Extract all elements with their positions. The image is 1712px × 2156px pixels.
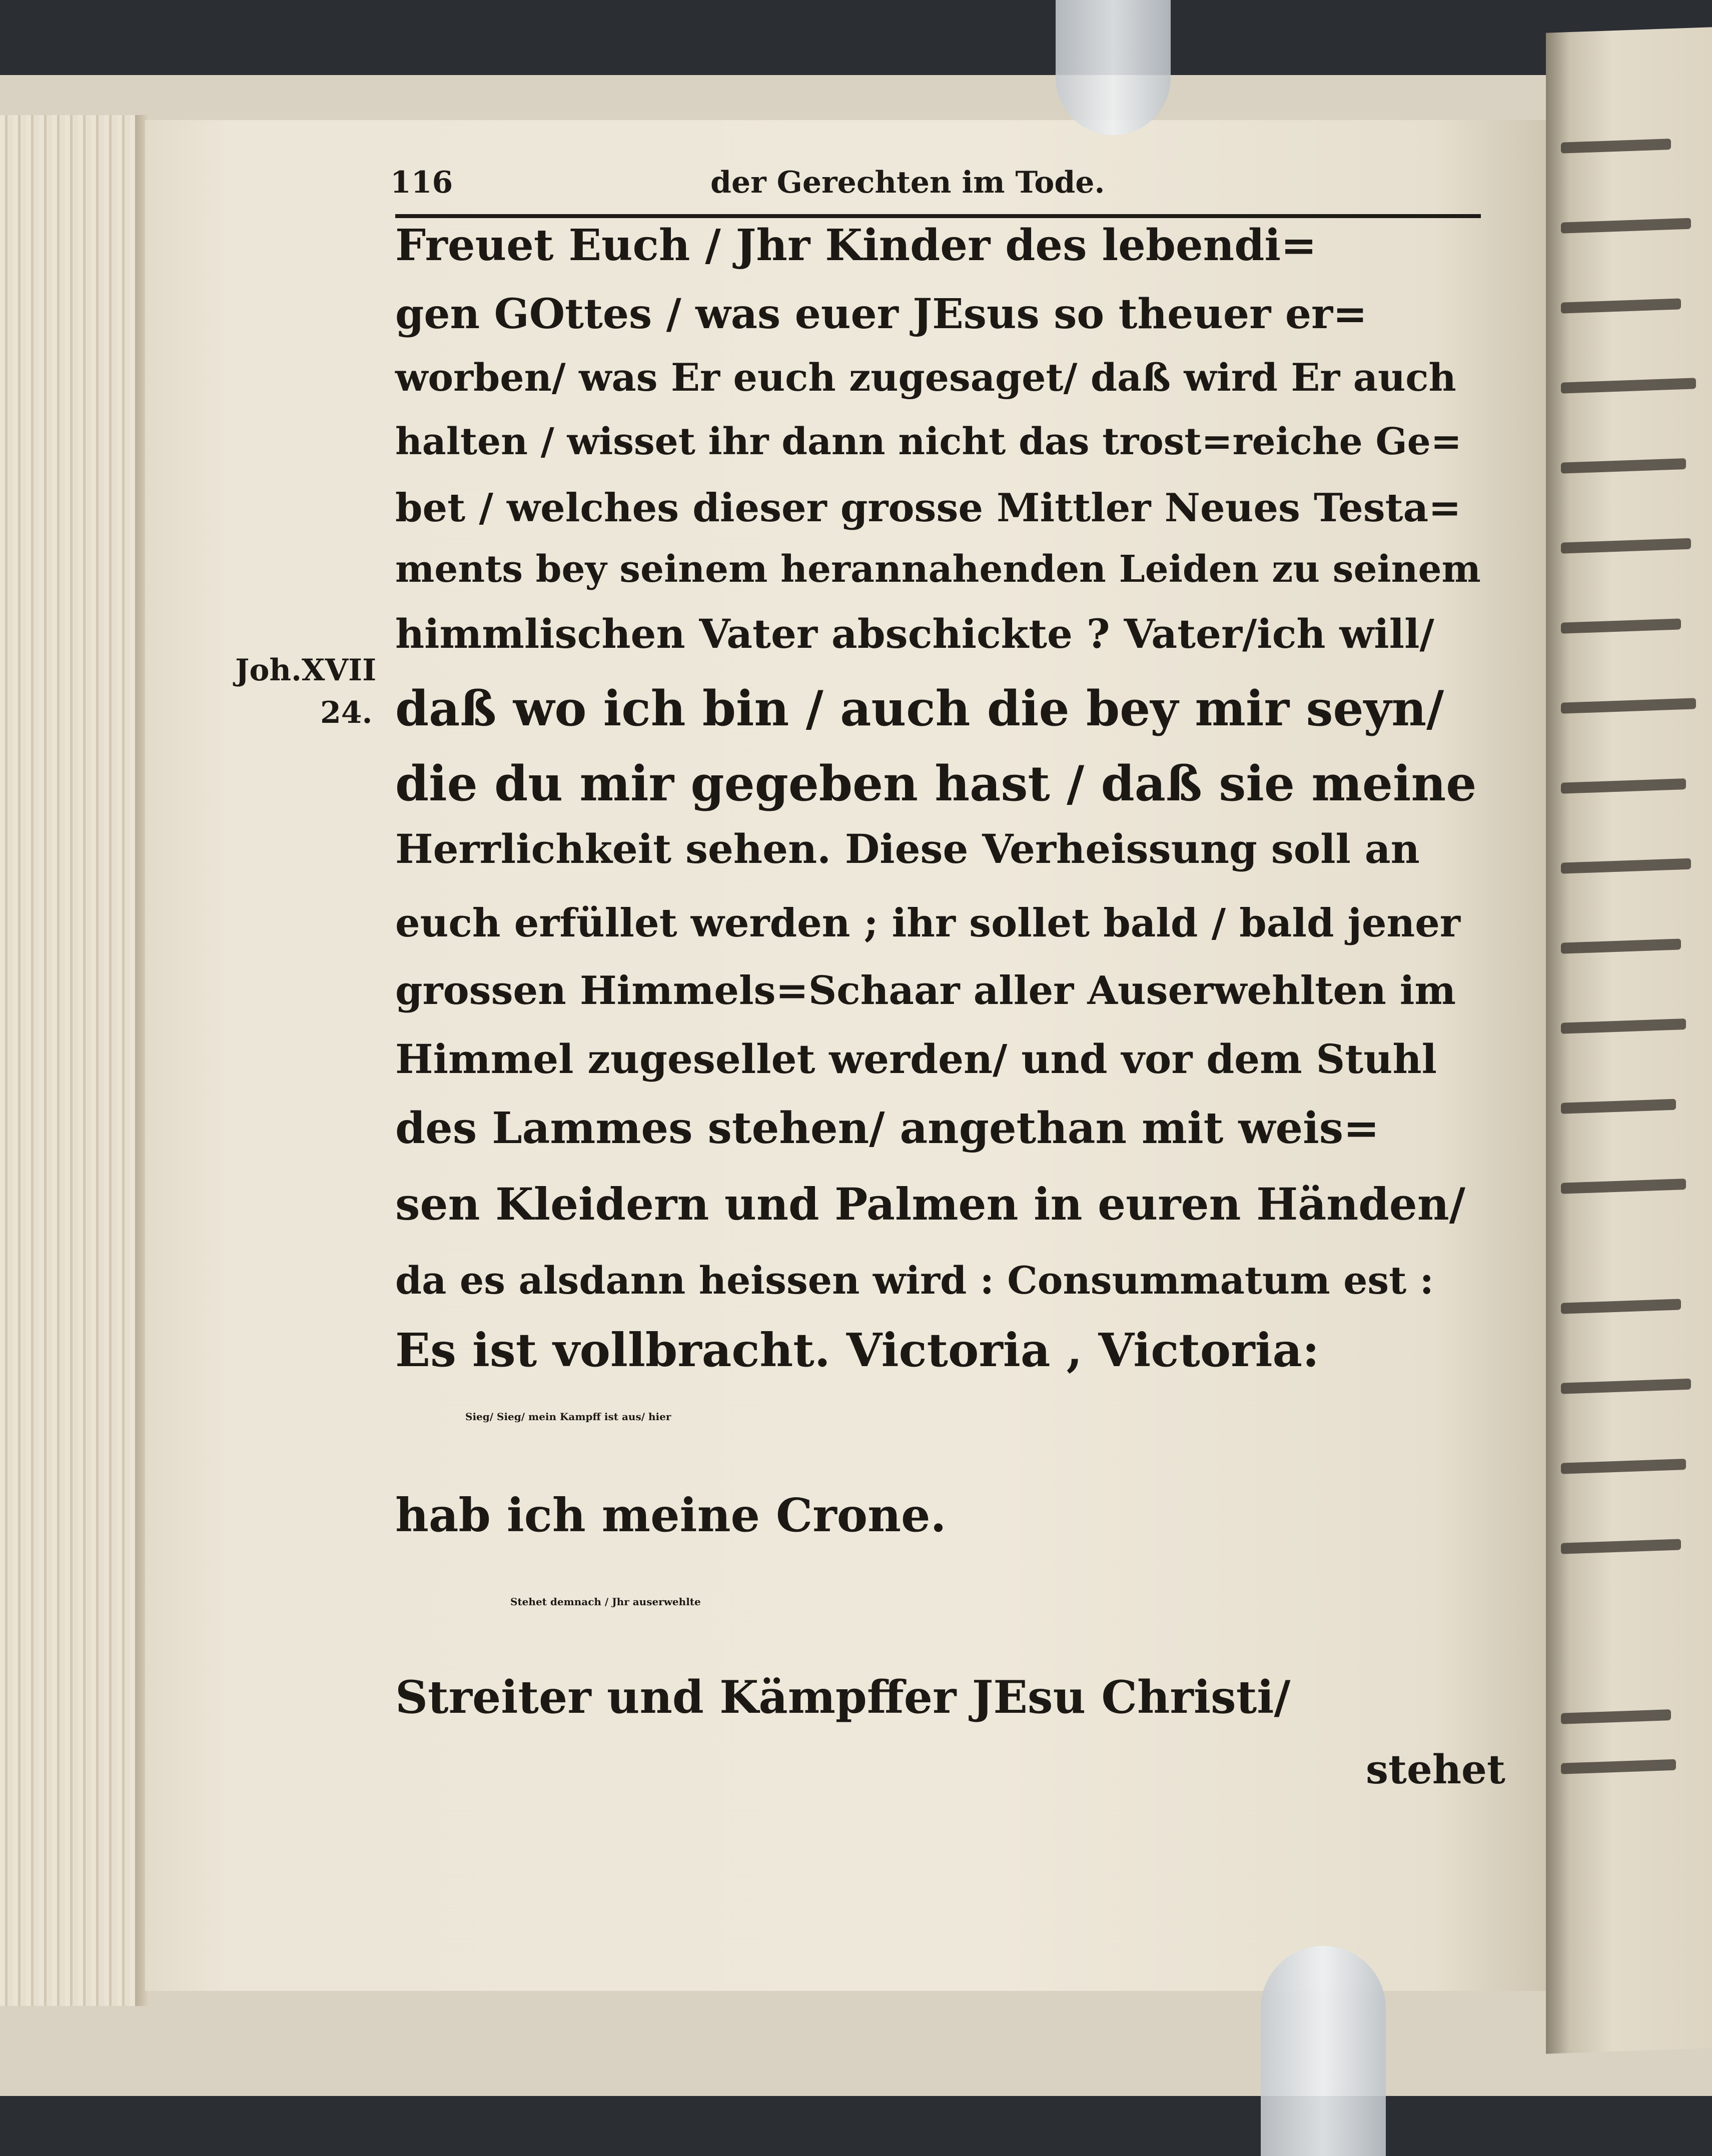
facing-page-text-line [1561, 1379, 1691, 1394]
text-line: euch erfüllet werden ; ihr sollet bald / bald jener [395, 900, 1460, 946]
text-line: Streiter und Kämpffer JEsu Christi/ [395, 1671, 1291, 1724]
page-header [390, 165, 1481, 213]
margin-reference-line: Joh.XVII [235, 653, 377, 688]
text-line: himmlischen Vater abschickte ? Vater/ich will/ [395, 610, 1434, 657]
text-line: bet / welches dieser grosse Mittler Neues Testa= [395, 485, 1461, 531]
header-rule [395, 214, 1481, 218]
catchword: stehet [1366, 1746, 1505, 1793]
left-page-edges [0, 115, 150, 2006]
text-line: Stehet demnach / Jhr auserwehlte [510, 1596, 701, 1608]
text-line: da es alsdann heissen wird : Consummatum est : [395, 1258, 1434, 1303]
facing-page-text-line [1561, 1539, 1681, 1554]
text-line: daß wo ich bin / auch die bey mir seyn/ [395, 680, 1444, 737]
facing-page-text-line [1561, 1018, 1686, 1034]
facing-page-text-line [1561, 538, 1691, 554]
facing-page-text-line [1561, 1759, 1676, 1774]
running-head: der Gerechten im Tode. [710, 165, 1105, 200]
facing-page-text-line [1561, 938, 1681, 953]
facing-page-text-line [1561, 218, 1691, 234]
text-line: halten / wisset ihr dann nicht das trost=reiche Ge= [395, 420, 1462, 463]
margin-reference-line: 24. [320, 695, 373, 730]
facing-page-text-line [1561, 618, 1681, 633]
facing-page-text-line [1561, 458, 1686, 474]
text-line: Himmel zugesellet werden/ und vor dem Stuhl [395, 1035, 1437, 1083]
facing-page-text-line [1561, 378, 1696, 393]
facing-page-text-line [1561, 1459, 1686, 1474]
facing-page-text-line [1561, 1709, 1671, 1724]
facing-page-text-line [1561, 1299, 1681, 1314]
text-line: hab ich meine Crone. [395, 1488, 947, 1542]
facing-page-fragment [1546, 27, 1712, 2054]
facing-page-text-line [1561, 1179, 1686, 1194]
text-line: des Lammes stehen/ angethan mit weis= [395, 1103, 1380, 1154]
text-line: ments bey seinem herannahenden Leiden zu seinem [395, 548, 1481, 591]
facing-page-text-line [1561, 1099, 1676, 1114]
text-line: sen Kleidern und Palmen in euren Händen/ [395, 1178, 1465, 1230]
text-line: gen GOttes / was euer JEsus so theuer er= [395, 290, 1367, 338]
text-line: Herrlichkeit sehen. Diese Verheissung soll an [395, 825, 1420, 872]
text-line: die du mir gegeben hast / daß sie meine [395, 755, 1477, 812]
facing-page-text-line [1561, 698, 1696, 713]
text-line: grossen Himmels=Schaar aller Auserwehlten im [395, 968, 1456, 1013]
facing-page-text-line [1561, 139, 1671, 154]
facing-page-text-line [1561, 858, 1691, 874]
text-line: worben/ was Er euch zugesaget/ daß wird Er auch [395, 355, 1456, 400]
page-clip-top [1056, 0, 1171, 135]
facing-page-text-line [1561, 298, 1681, 313]
facing-page-text-line [1561, 778, 1686, 794]
page-clip-bottom [1261, 1946, 1386, 2156]
text-line: Sieg/ Sieg/ mein Kampff ist aus/ hier [465, 1411, 671, 1423]
text-line: Es ist vollbracht. Victoria , Victoria: [395, 1323, 1320, 1377]
text-line: Freuet Euch / Jhr Kinder des lebendi= [395, 220, 1317, 271]
page-number: 116 [390, 165, 453, 200]
